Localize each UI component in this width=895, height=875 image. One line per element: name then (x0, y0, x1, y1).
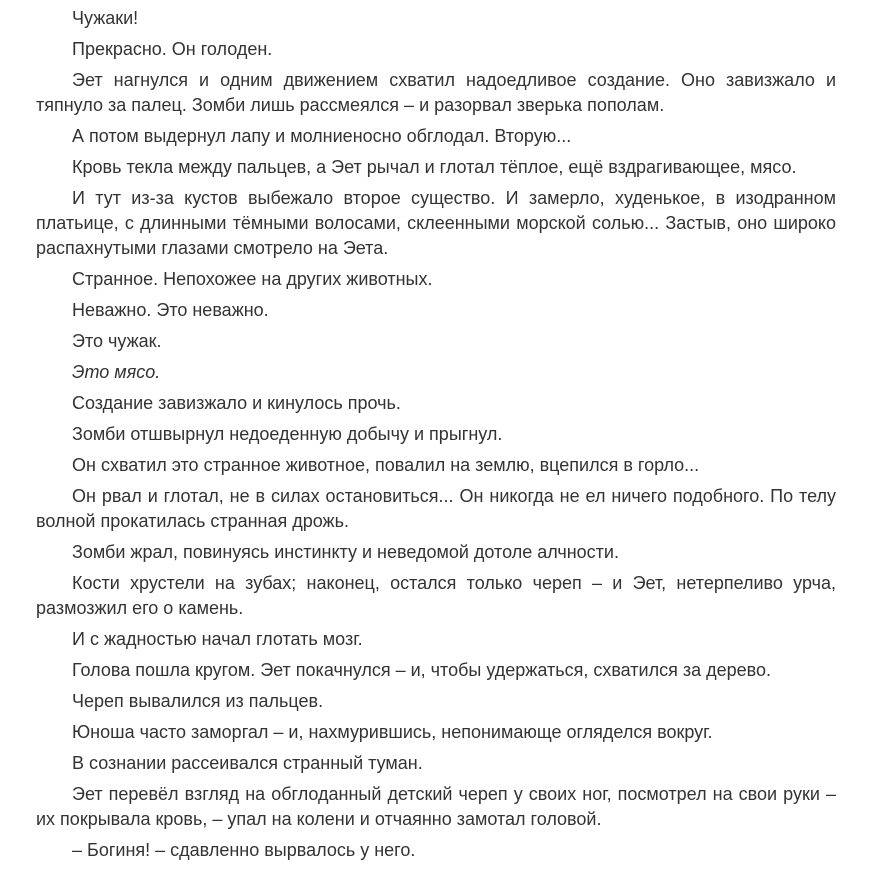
paragraph: Прекрасно. Он голоден. (72, 39, 273, 59)
paragraph: Неважно. Это неважно. (72, 300, 269, 320)
paragraph: Эет перевёл взгляд на обглоданный детский череп у своих ног, посмотрел на свои руки – их покрывала кровь, – упал на колени и отчаянно замотал головой. (36, 784, 836, 829)
paragraph: Создание завизжало и кинулось прочь. (72, 393, 401, 413)
paragraph-italic: Это мясо. (72, 362, 161, 382)
paragraph: – Богиня! – сдавленно вырвалось у него. (72, 840, 416, 860)
paragraph: И с жадностью начал глотать мозг. (72, 629, 363, 649)
paragraph: Чужаки! (72, 8, 139, 28)
paragraph: Он схватил это странное животное, повалил на землю, вцепился в горло... (72, 455, 700, 475)
paragraph: А потом выдернул лапу и молниеносно обглодал. Вторую... (72, 126, 572, 146)
paragraph: Он рвал и глотал, не в силах остановиться... Он никогда не ел ничего подобного. По телу волной прокатилась странная дрожь. (36, 486, 836, 531)
paragraph: Странное. Непохожее на других животных. (72, 269, 433, 289)
paragraph: Эет нагнулся и одним движением схватил надоедливое создание. Оно завизжало и тяпнуло за палец. Зомби лишь рассмеялся – и разорвал зверька пополам. (36, 70, 836, 115)
paragraph: В сознании рассеивался странный туман. (72, 753, 423, 773)
paragraph: Кости хрустели на зубах; наконец, остался только череп – и Эет, нетерпеливо урча, размозжил его о камень. (36, 573, 836, 618)
paragraph: Это чужак. (72, 331, 162, 351)
paragraph: Голова пошла кругом. Эет покачнулся – и, чтобы удержаться, схватился за дерево. (72, 660, 772, 680)
paragraph: Зомби жрал, повинуясь инстинкту и неведомой дотоле алчности. (72, 542, 619, 562)
paragraph: Череп вывалился из пальцев. (72, 691, 324, 711)
paragraph: Кровь текла между пальцев, а Эет рычал и глотал тёплое, ещё вздрагивающее, мясо. (72, 157, 797, 177)
paragraph: Зомби отшвырнул недоеденную добычу и прыгнул. (72, 424, 503, 444)
paragraph: И тут из-за кустов выбежало второе существо. И замерло, худенькое, в изодранном платьице, с длинными тёмными волосами, склеенными морской солью... Застыв, оно широко распахнутыми глазами смотрело на Эета. (36, 188, 836, 258)
paragraph: Юноша часто заморгал – и, нахмурившись, непонимающе огляделся вокруг. (72, 722, 713, 742)
